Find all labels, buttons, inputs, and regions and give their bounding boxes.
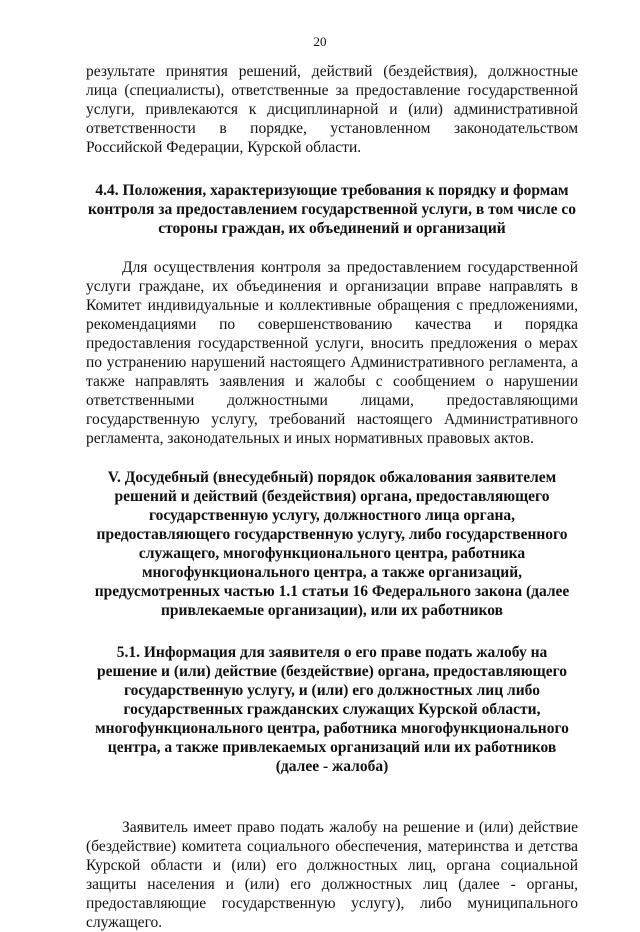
section-heading-4-4: 4.4. Положения, характеризующие требования к порядку и формам контроля за предоставлением государственной услуги, в том числе со стороны граждан, их объединений и организаций [87,182,577,237]
section-heading-5-1: 5.1. Информация для заявителя о его праве подать жалобу на решение и (или) действие (бездействие) органа, предоставляющего государственную услугу, и (или) его должностных лиц либо государственных гражданских служащих Курской области, многофункционального центра, работника многофункционального центра, а также привлекаемых организаций или их работников (далее - жалоба) [95,644,569,775]
page-number: 20 [313,34,327,49]
chapter-heading-v: V. Досудебный (внесудебный) порядок обжалования заявителем решений и действий (бездействия) органа, предоставляющего государственную услугу, должностного лица органа, предоставляющего государственную услугу, либо государственного служащего, многофункционального центра, работника многофункционального центра, а также организаций, предусмотренных частью 1.1 статьи 16 Федерального закона (далее привлекаемые организации), или их работников [94,469,570,619]
paragraph-public-control: Для осуществления контроля за предоставлением государственной услуги граждане, их объединения и организации вправе направлять в Комитет индивидуальные и коллективные обращения с предложениями, рекомендациями по совершенствованию качества и порядка предоставления государственной услуги, вносить предложения о мерах по устранению нарушений настоящего Административного регламента, а также направлять заявления и жалобы с сообщением о нарушении ответственными должностными лицами, предоставляющими государственную услугу, требований настоящего Административного регламента, законодательных и иных нормативных правовых актов. [86,259,578,447]
paragraph-responsibility: результате принятия решений, действий (бездействия), должностные лица (специалисты), ответственные за предоставление государственной услуги, привлекаются к дисциплинарной и (или) административной ответственности в порядке, установленном законодательством Российской Федерации, Курской области. [86,63,578,156]
document-body [86,62,578,932]
paragraph-right-to-complain: Заявитель имеет право подать жалобу на решение и (или) действие (бездействие) комитета социального обеспечения, материнства и детства Курской области и (или) его должностных лиц, органа социальной защиты населения и (или) его должностных лиц (далее - органы, предоставляющие государственную услугу), либо муниципального служащего. [86,819,578,931]
